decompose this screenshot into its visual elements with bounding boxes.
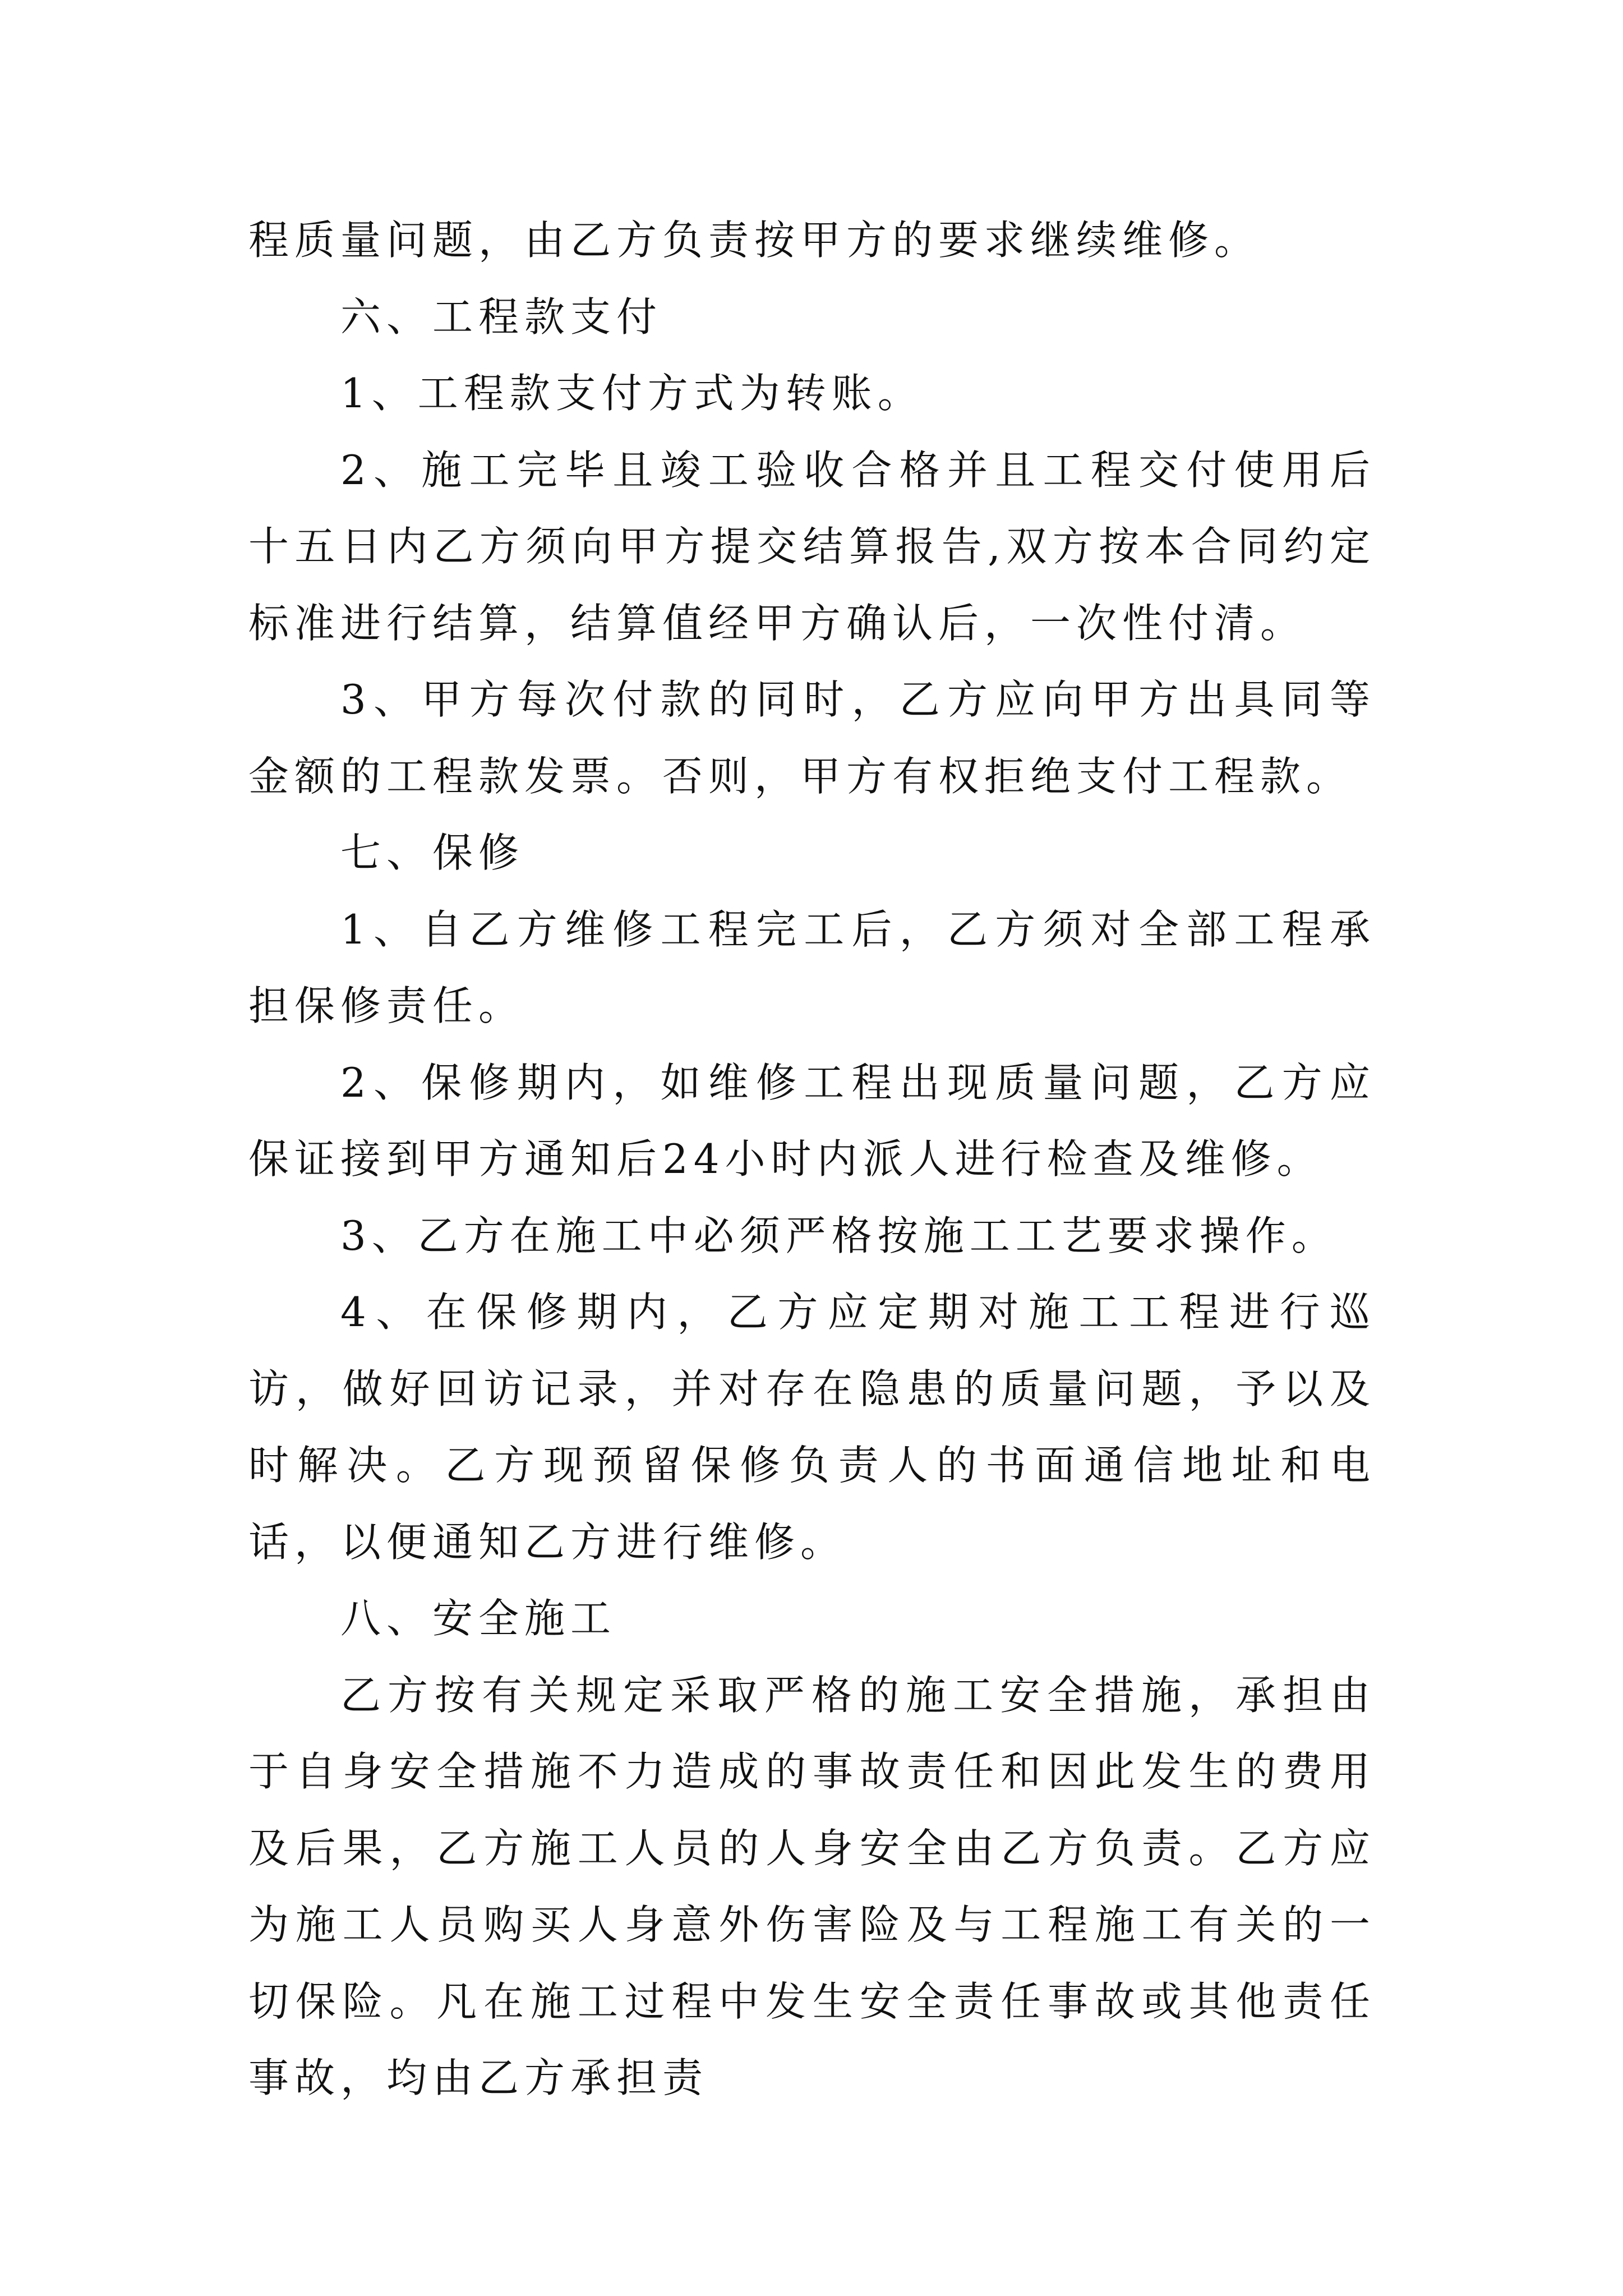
paragraph-settlement: 2、施工完毕且竣工验收合格并且工程交付使用后十五日内乙方须向甲方提交结算报告,双方按本合同约定标准进行结算，结算值经甲方确认后，一次性付清。 — [248, 446, 1376, 647]
paragraph-warranty-visits: 4、在保修期内，乙方应定期对施工工程进行巡访，做好回访记录，并对存在隐患的质量问题，予以及时解决。乙方现预留保修负责人的书面通信地址和电话，以便通知乙方进行维修。 — [248, 1289, 1376, 1566]
document-body — [248, 202, 1376, 2116]
paragraph-warranty-response: 2、保修期内，如维修工程出现质量问题，乙方应保证接到甲方通知后24小时内派人进行检查及维修。 — [248, 1059, 1376, 1182]
paragraph-warranty-responsibility: 1、自乙方维修工程完工后，乙方须对全部工程承担保修责任。 — [248, 905, 1376, 1029]
section-heading-warranty: 七、保修 — [340, 829, 525, 876]
section-heading-payment: 六、工程款支付 — [340, 293, 663, 341]
paragraph-continuation: 程质量问题，由乙方负责按甲方的要求继续维修。 — [248, 217, 1261, 264]
paragraph-invoice: 3、甲方每次付款的同时，乙方应向甲方出具同等金额的工程款发票。否则，甲方有权拒绝支付工程款。 — [248, 676, 1376, 800]
section-heading-safety: 八、安全施工 — [340, 1595, 617, 1642]
paragraph-safety: 乙方按有关规定采取严格的施工安全措施，承担由于自身安全措施不力造成的事故责任和因此发生的费用及后果，乙方施工人员的人身安全由乙方负责。乙方应为施工人员购买人身意外伤害险及与工程施工有关的一切保险。凡在施工过程中发生安全责任事故或其他责任事故，均由乙方承担责 — [248, 1671, 1376, 2101]
paragraph-payment-method: 1、工程款支付方式为转账。 — [340, 370, 924, 417]
paragraph-construction-process: 3、乙方在施工中必须严格按施工工艺要求操作。 — [340, 1212, 1338, 1259]
